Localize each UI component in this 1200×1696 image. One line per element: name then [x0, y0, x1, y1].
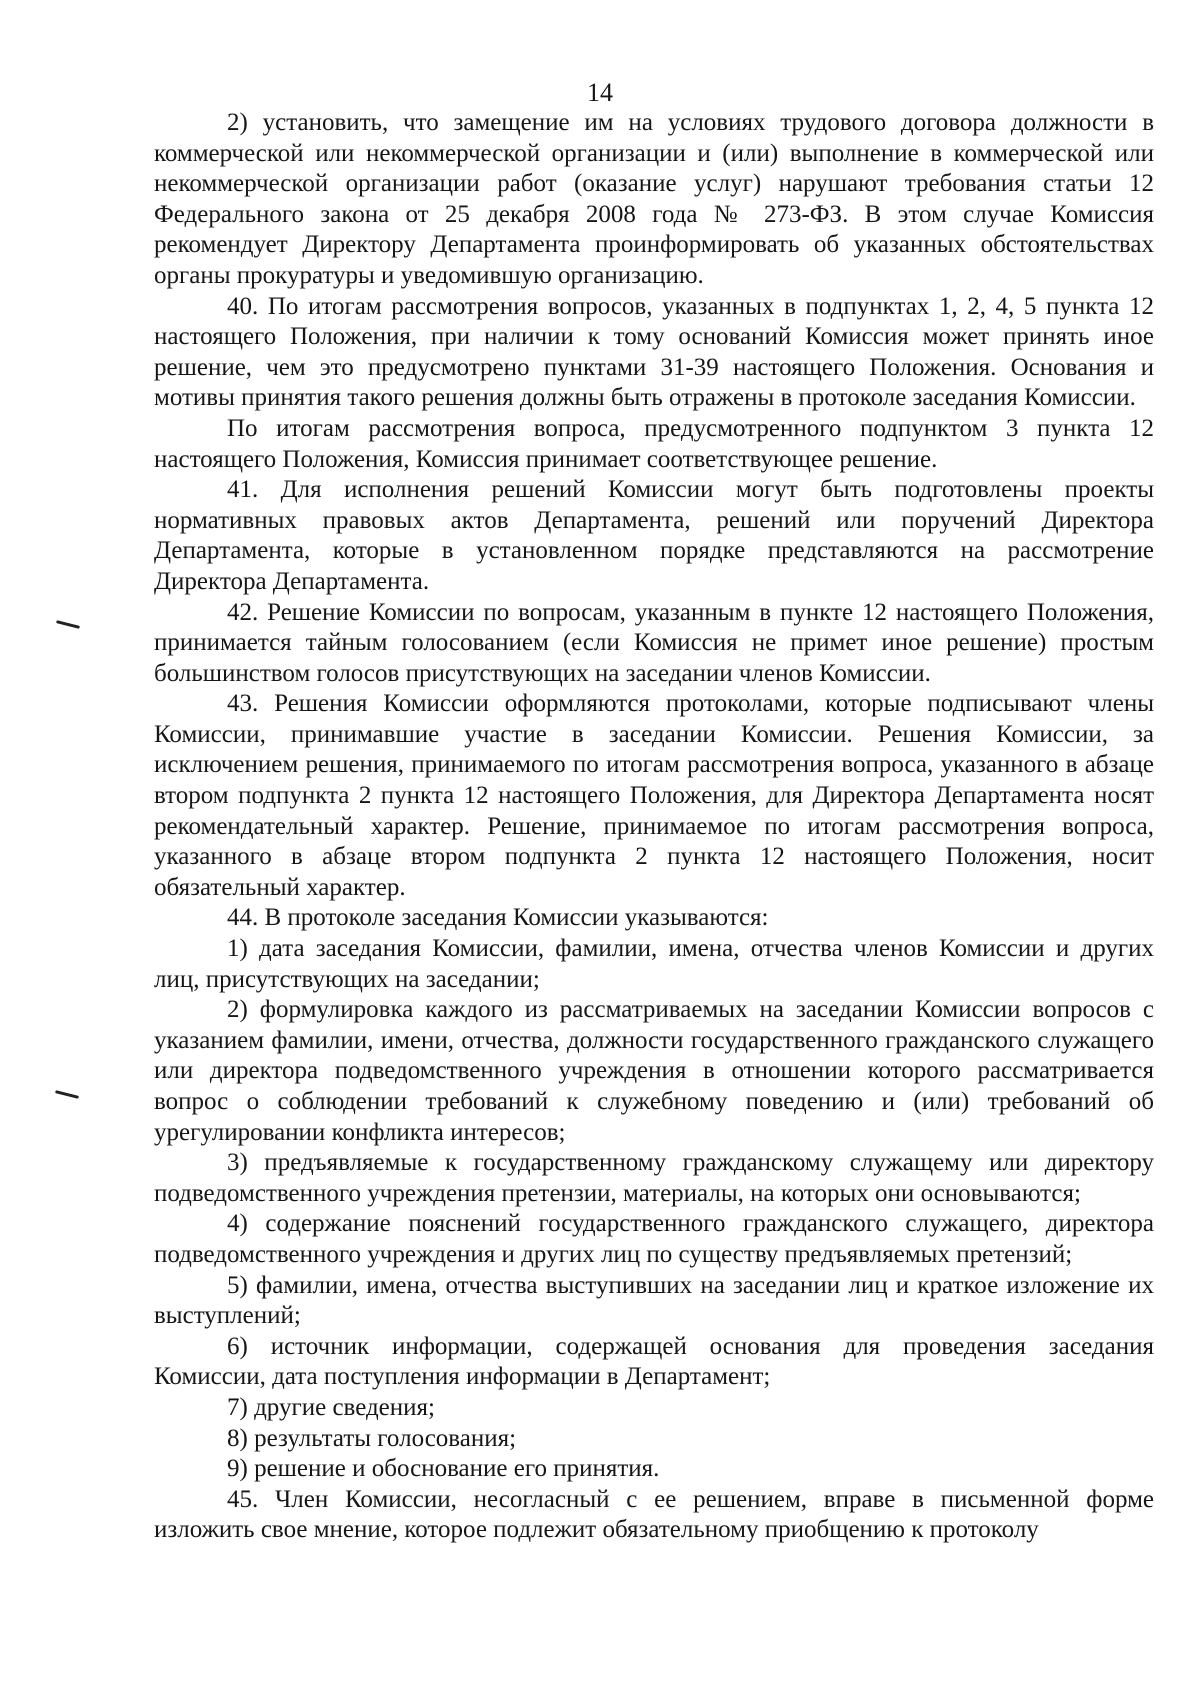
paragraph-45: 45. Член Комиссии, несогласный с ее решением, вправе в письменной форме изложить свое мнение, которое подлежит обязательному приобщению к протоколу	[154, 1485, 1154, 1544]
paragraph-42: 42. Решение Комиссии по вопросам, указанным в пункте 12 настоящего Положения, принимается тайным голосованием (если Комиссия не примет иное решение) простым большинством голосов присутствующих на заседании членов Комиссии.	[154, 598, 1154, 687]
margin-mark	[56, 620, 80, 629]
paragraph-44: 44. В протоколе заседания Комиссии указываются:	[227, 904, 769, 932]
document-body	[154, 108, 1154, 1546]
page-number: 14	[587, 78, 613, 107]
list-item-44-4: 4) содержание пояснений государственного гражданского служащего, директора подведомственного учреждения и других лиц по существу предъявляемых претензий;	[154, 1210, 1154, 1268]
list-item-44-3: 3) предъявляемые к государственному гражданскому служащему или директору подведомственного учреждения претензии, материалы, на которых они основываются;	[154, 1149, 1154, 1207]
list-item-44-7: 7) другие сведения;	[227, 1393, 435, 1421]
paragraph-43: 43. Решения Комиссии оформляются протоколами, которые подписывают члены Комиссии, принимавшие участие в заседании Комиссии. Решения Комиссии, за исключением решения, принимаемого по итогам рассмотрения вопроса, указанного в абзаце втором подпункта 2 пункта 12 настоящего Положения, для Директора Департамента носят рекомендательный характер. Решение, принимаемое по итогам рассмотрения вопроса, указанного в абзаце втором подпункта 2 пункта 12 настоящего Положения, носит обязательный характер.	[154, 690, 1154, 901]
margin-mark	[55, 1090, 79, 1099]
list-item-44-5: 5) фамилии, имена, отчества выступивших на заседании лиц и краткое изложение их выступлений;	[154, 1271, 1154, 1330]
list-item-44-1: 1) дата заседания Комиссии, фамилии, имена, отчества членов Комиссии и других лиц, присутствующих на заседании;	[154, 935, 1154, 993]
paragraph-40-second: По итогам рассмотрения вопроса, предусмотренного подпунктом 3 пункта 12 настоящего Положения, Комиссия принимает соответствующее решение.	[154, 414, 1154, 473]
list-item-44-8: 8) результаты голосования;	[227, 1424, 517, 1452]
paragraph-41: 41. Для исполнения решений Комиссии могут быть подготовлены проекты нормативных правовых актов Департамента, решений или поручений Директора Департамента, которые в установленном порядке представляются на рассмотрение Директора Департамента.	[154, 476, 1154, 595]
list-item-44-9: 9) решение и обоснование его принятия.	[227, 1455, 660, 1483]
list-item-44-6: 6) источник информации, содержащей основания для проведения заседания Комиссии, дата поступления информации в Департамент;	[154, 1332, 1154, 1391]
paragraph-item-2-continuation: 2) установить, что замещение им на условиях трудового договора должности в коммерческой или некоммерческой организации и (или) выполнение в коммерческой или некоммерческой организации работ (оказание услуг) нарушают требования статьи 12 Федерального закона от 25 декабря 2008 года № 273-ФЗ. В этом случае Комиссия рекомендует Директору Департамента проинформировать об указанных обстоятельствах органы прокуратуры и уведомившую организацию.	[154, 109, 1154, 289]
list-item-44-2: 2) формулировка каждого из рассматриваемых на заседании Комиссии вопросов с указанием фамилии, имени, отчества, должности государственного гражданского служащего или директора подведомственного учреждения в отношении которого рассматривается вопрос о соблюдении требований к служебному поведению и (или) требований об урегулировании конфликта интересов;	[154, 996, 1154, 1146]
paragraph-40: 40. По итогам рассмотрения вопросов, указанных в подпунктах 1, 2, 4, 5 пункта 12 настоящего Положения, при наличии к тому оснований Комиссия может принять иное решение, чем это предусмотрено пунктами 31-39 настоящего Положения. Основания и мотивы принятия такого решения должны быть отражены в протоколе заседания Комиссии.	[154, 292, 1154, 412]
